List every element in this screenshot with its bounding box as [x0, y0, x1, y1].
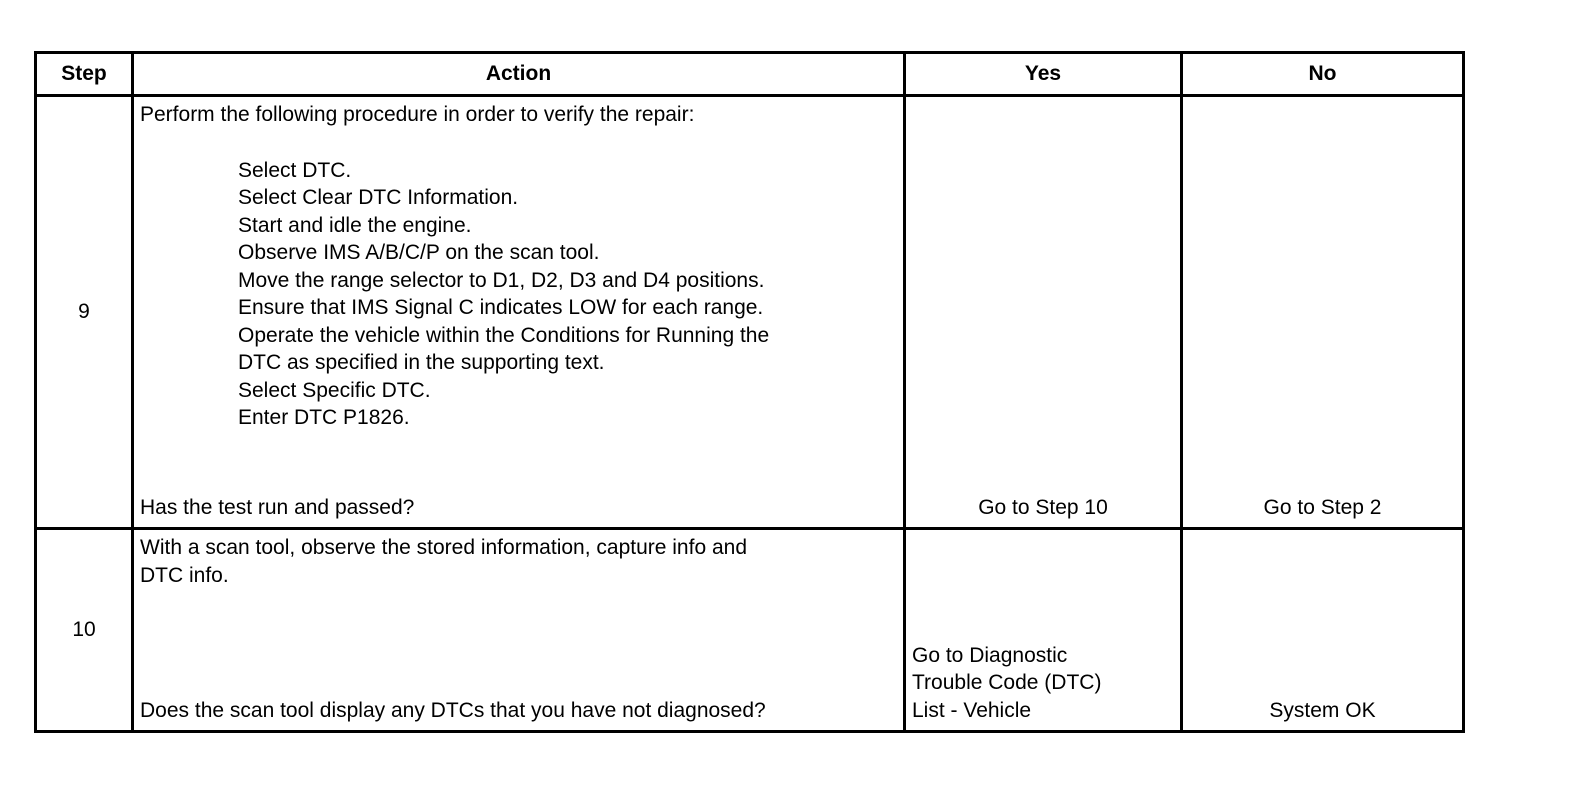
header-yes: Yes [905, 53, 1182, 96]
yes-result [905, 529, 1182, 732]
substep-item: Operate the vehicle within the Conditions for Running the [238, 323, 770, 347]
header-step: Step [36, 53, 133, 96]
table-row-step-10 [36, 529, 1464, 732]
action-intro-line: With a scan tool, observe the stored information, capture info and [140, 536, 748, 559]
substep-item: Ensure that IMS Signal C indicates LOW for each range. [238, 296, 764, 319]
step-number: 10 [36, 529, 133, 732]
table-header-row [36, 53, 1464, 96]
action-cell [133, 529, 905, 732]
diagnostic-procedure-table [34, 51, 1465, 733]
header-action: Action [133, 53, 905, 96]
substep-item: DTC as specified in the supporting text. [238, 351, 605, 374]
substep-item: Select DTC. [238, 158, 352, 182]
yes-result-line: Trouble Code (DTC) [912, 671, 1102, 694]
action-cell [133, 96, 905, 529]
no-result: System OK [1182, 529, 1464, 732]
substep-item: Enter DTC P1826. [238, 406, 410, 429]
substep-item: Select Clear DTC Information. [238, 186, 519, 209]
yes-result-line: Go to Diagnostic [912, 643, 1068, 667]
yes-result-line: List - Vehicle [912, 698, 1032, 722]
substep-item: Select Specific DTC. [238, 378, 431, 402]
substep-item: Observe IMS A/B/C/P on the scan tool. [238, 241, 600, 264]
substep-item: Start and idle the engine. [238, 213, 472, 237]
action-question: Does the scan tool display any DTCs that you have not diagnosed? [140, 698, 766, 722]
substep-item: Move the range selector to D1, D2, D3 and D4 positions. [238, 268, 765, 292]
substep-list [140, 157, 895, 432]
step-number: 9 [36, 96, 133, 529]
table-row-step-9 [36, 96, 1464, 529]
action-question: Has the test run and passed? [140, 495, 415, 519]
action-intro-line: DTC info. [140, 563, 229, 587]
no-result: Go to Step 2 [1182, 96, 1464, 529]
yes-result: Go to Step 10 [905, 96, 1182, 529]
header-no: No [1182, 53, 1464, 96]
action-intro: Perform the following procedure in order to verify the repair: [140, 103, 695, 126]
